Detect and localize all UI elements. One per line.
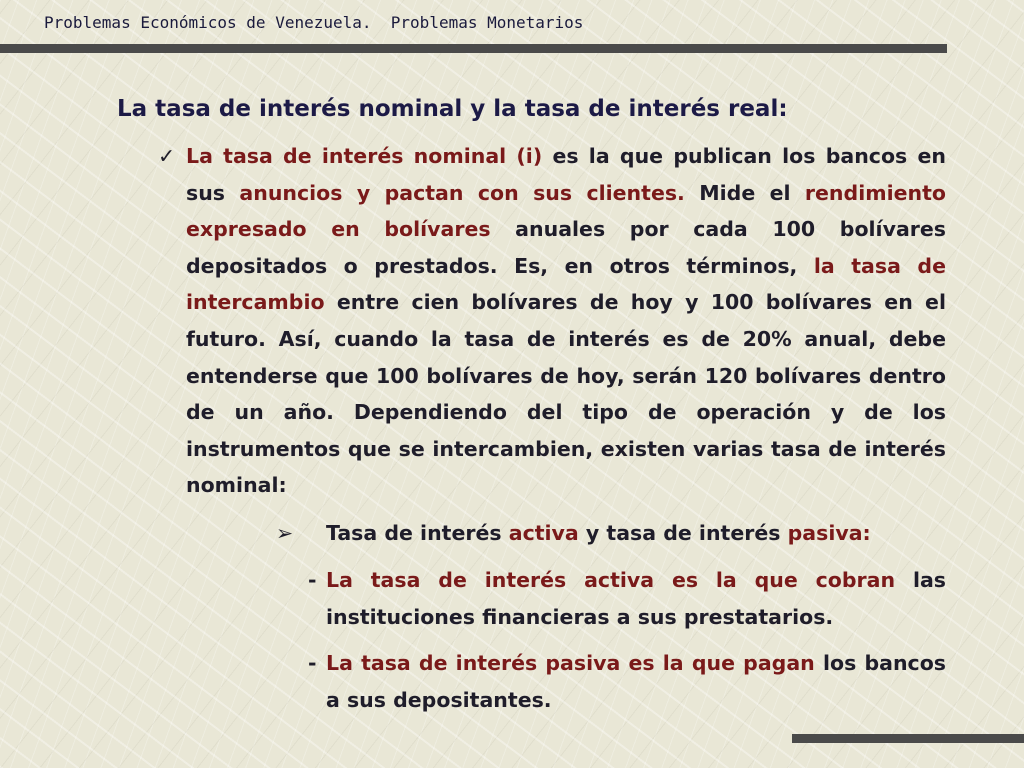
item-text: las instituciones financieras a sus prestatarios. [326, 568, 947, 629]
item-text: los bancos a sus depositantes. [326, 651, 946, 712]
item-highlight: La tasa de interés activa es la que cobran [326, 568, 896, 592]
bottom-divider [792, 734, 1024, 743]
para-text-4: entre cien bolívares de hoy y 100 bolívares en el futuro. Así, cuando la tasa de interés es de 20% anual, debe entenderse que 100 bolívares de hoy, serán 120 bolívares dentro de un año. Dependiendo del tipo de operación y de los instrumentos que se intercambien, existen varias tasa de interés nominal: [186, 290, 946, 498]
main-paragraph [158, 138, 947, 504]
slide-title: La tasa de interés nominal y la tasa de interés real: [117, 96, 788, 122]
dash-bullet: - [308, 651, 317, 675]
sub-text-1: Tasa de interés [326, 521, 509, 545]
para-highlight-1: La tasa de interés nominal (i) [186, 144, 543, 168]
sub-highlight-pasiva: pasiva: [787, 521, 871, 545]
para-highlight-4: la tasa de intercambio [186, 253, 947, 315]
para-text-1: es la que publican los bancos en sus [186, 144, 946, 205]
list-item-activa [308, 562, 947, 635]
slide-header: Problemas Económicos de Venezuela. Problemas Monetarios [44, 13, 584, 32]
para-highlight-2: anuncios y pactan con sus clientes. [239, 180, 685, 205]
checkmark-icon: ✓ [158, 144, 176, 168]
para-text-3: anuales por cada 100 bolívares depositados o prestados. Es, en otros términos, [186, 217, 946, 278]
subheading [276, 515, 871, 551]
list-item-pasiva [308, 645, 946, 718]
top-divider [0, 44, 947, 53]
para-text-2: Mide el [684, 180, 805, 205]
para-highlight-3: rendimiento expresado en bolívares [186, 180, 946, 242]
sub-highlight-activa: activa [508, 521, 579, 545]
sub-text-2: y tasa de interés [578, 521, 788, 545]
dash-bullet: - [308, 568, 317, 592]
arrow-bullet-icon: ➢ [276, 521, 294, 545]
item-highlight: La tasa de interés pasiva es la que pagan [326, 651, 815, 675]
